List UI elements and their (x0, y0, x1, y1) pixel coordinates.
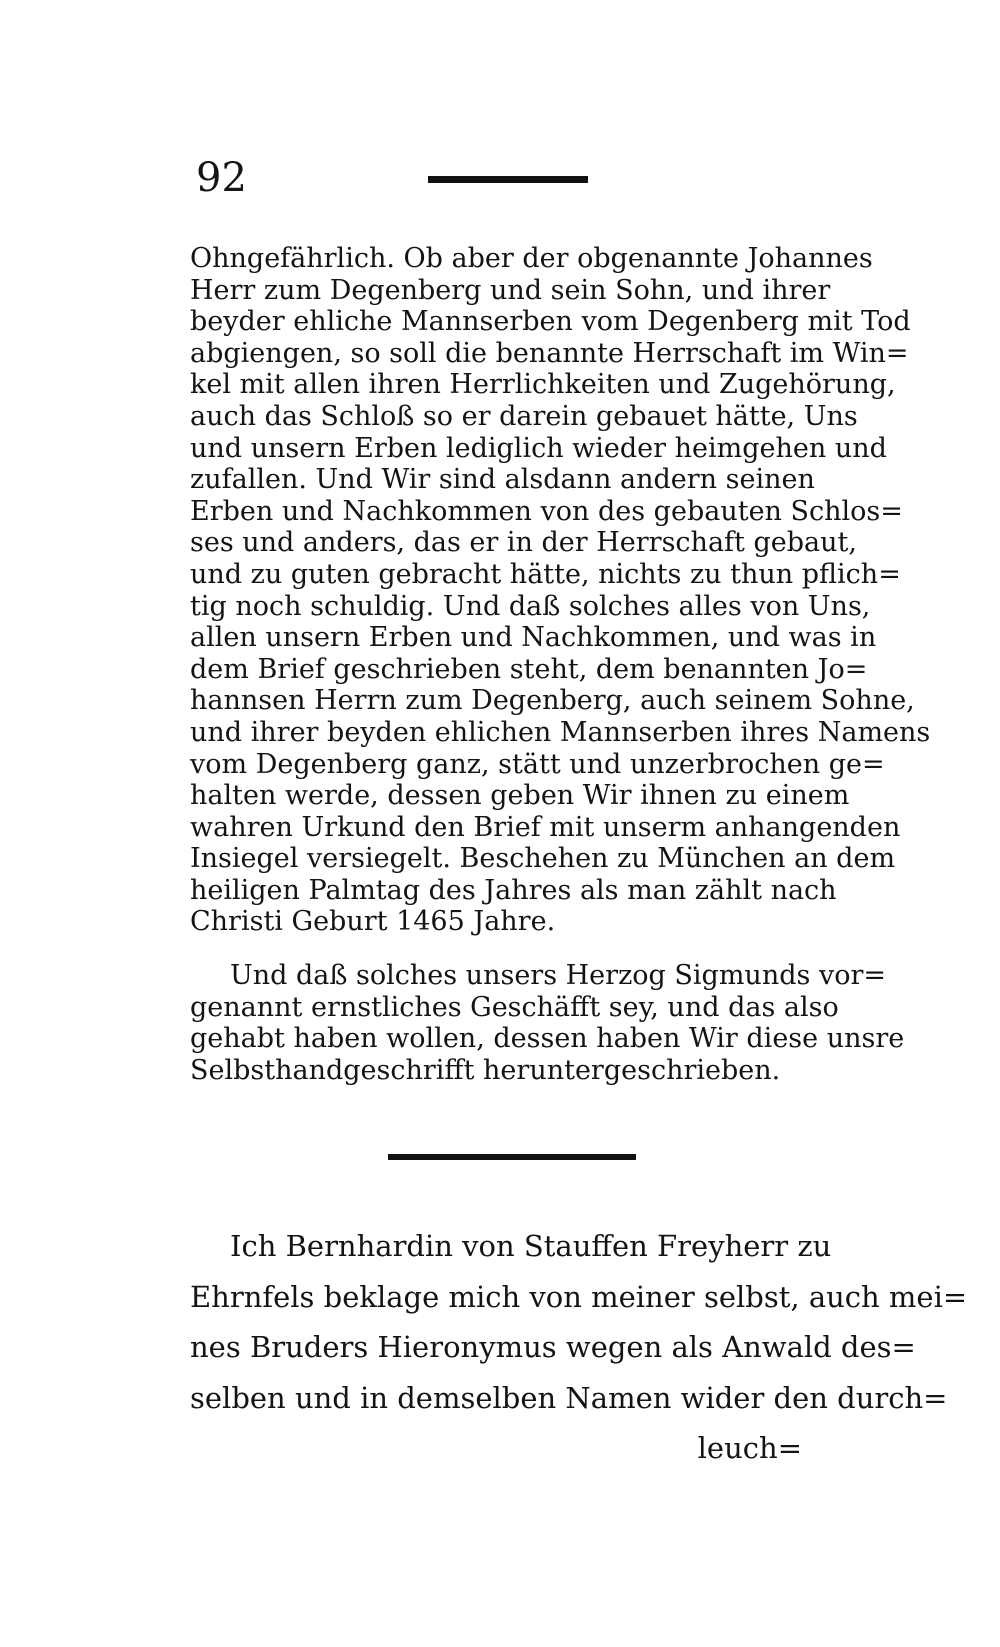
text-line: nes Bruders Hieronymus wegen als Anwald des= (190, 1330, 916, 1364)
text-line: Ehrnfels beklage mich von meiner selbst, auch mei= (190, 1279, 968, 1314)
text-line: vom Degenberg ganz, stätt und unzerbrochen ge= (190, 748, 885, 780)
text-line: auch das Schloß so er darein gebauet hätte, Uns (190, 400, 858, 432)
header-rule (428, 176, 588, 183)
text-line: heiligen Palmtag des Jahres als man zählt nach (190, 874, 837, 906)
text-line: Ohngefährlich. Ob aber der obgenannte Johannes (190, 243, 873, 274)
text-line: wahren Urkund den Brief mit unserm anhangenden (190, 811, 901, 843)
text-line: gehabt haben wollen, dessen haben Wir diese unsre (190, 1023, 905, 1055)
text-line: tig noch schuldig. Und daß solches alles von Uns, (190, 590, 871, 622)
text-line: dem Brief geschrieben steht, dem benannten Jo= (190, 653, 868, 685)
text-line: halten werde, dessen geben Wir ihnen zu einem (190, 780, 850, 812)
text-line: und ihrer beyden ehlichen Mannserben ihres Namens (190, 716, 931, 748)
text-line: kel mit allen ihren Herrlichkeiten und Zugehörung, (190, 369, 896, 401)
paragraph-2 (190, 960, 905, 1086)
text-line: Christi Geburt 1465 Jahre. (190, 906, 556, 938)
catchword: leuch= (697, 1431, 802, 1465)
text-line: Ich Bernhardin von Stauffen Freyherr zu (230, 1229, 832, 1263)
section-rule (388, 1154, 636, 1160)
paragraph-3 (190, 1221, 968, 1474)
text-line: Und daß solches unsers Herzog Sigmunds vor= (230, 960, 886, 991)
text-line: Selbsthandgeschrifft heruntergeschrieben. (190, 1054, 781, 1086)
text-line: hannsen Herrn zum Degenberg, auch seinem Sohne, (190, 685, 915, 717)
text-line: Erben und Nachkommen von des gebauten Schlos= (190, 495, 903, 527)
text-line: Herr zum Degenberg und sein Sohn, und ihrer (190, 274, 831, 306)
text-line: genannt ernstliches Geschäfft sey, und das also (190, 991, 839, 1023)
text-line: zufallen. Und Wir sind alsdann andern seinen (190, 464, 815, 496)
text-line: und zu guten gebracht hätte, nichts zu thun pflich= (190, 558, 901, 590)
text-line: und unsern Erben lediglich wieder heimgehen und (190, 432, 887, 464)
page-number: 92 (196, 155, 247, 201)
paragraph-1 (190, 243, 931, 938)
text-line: selben und in demselben Namen wider den durch= (190, 1380, 948, 1415)
text-line: Insiegel versiegelt. Beschehen zu München an dem (190, 843, 896, 875)
text-line: ses und anders, das er in der Herrschaft gebaut, (190, 527, 857, 559)
text-line: beyder ehliche Mannserben vom Degenberg mit Tod (190, 306, 911, 338)
text-line: abgiengen, so soll die benannte Herrschaft im Win= (190, 337, 909, 369)
text-line: allen unsern Erben und Nachkommen, und was in (190, 622, 877, 654)
